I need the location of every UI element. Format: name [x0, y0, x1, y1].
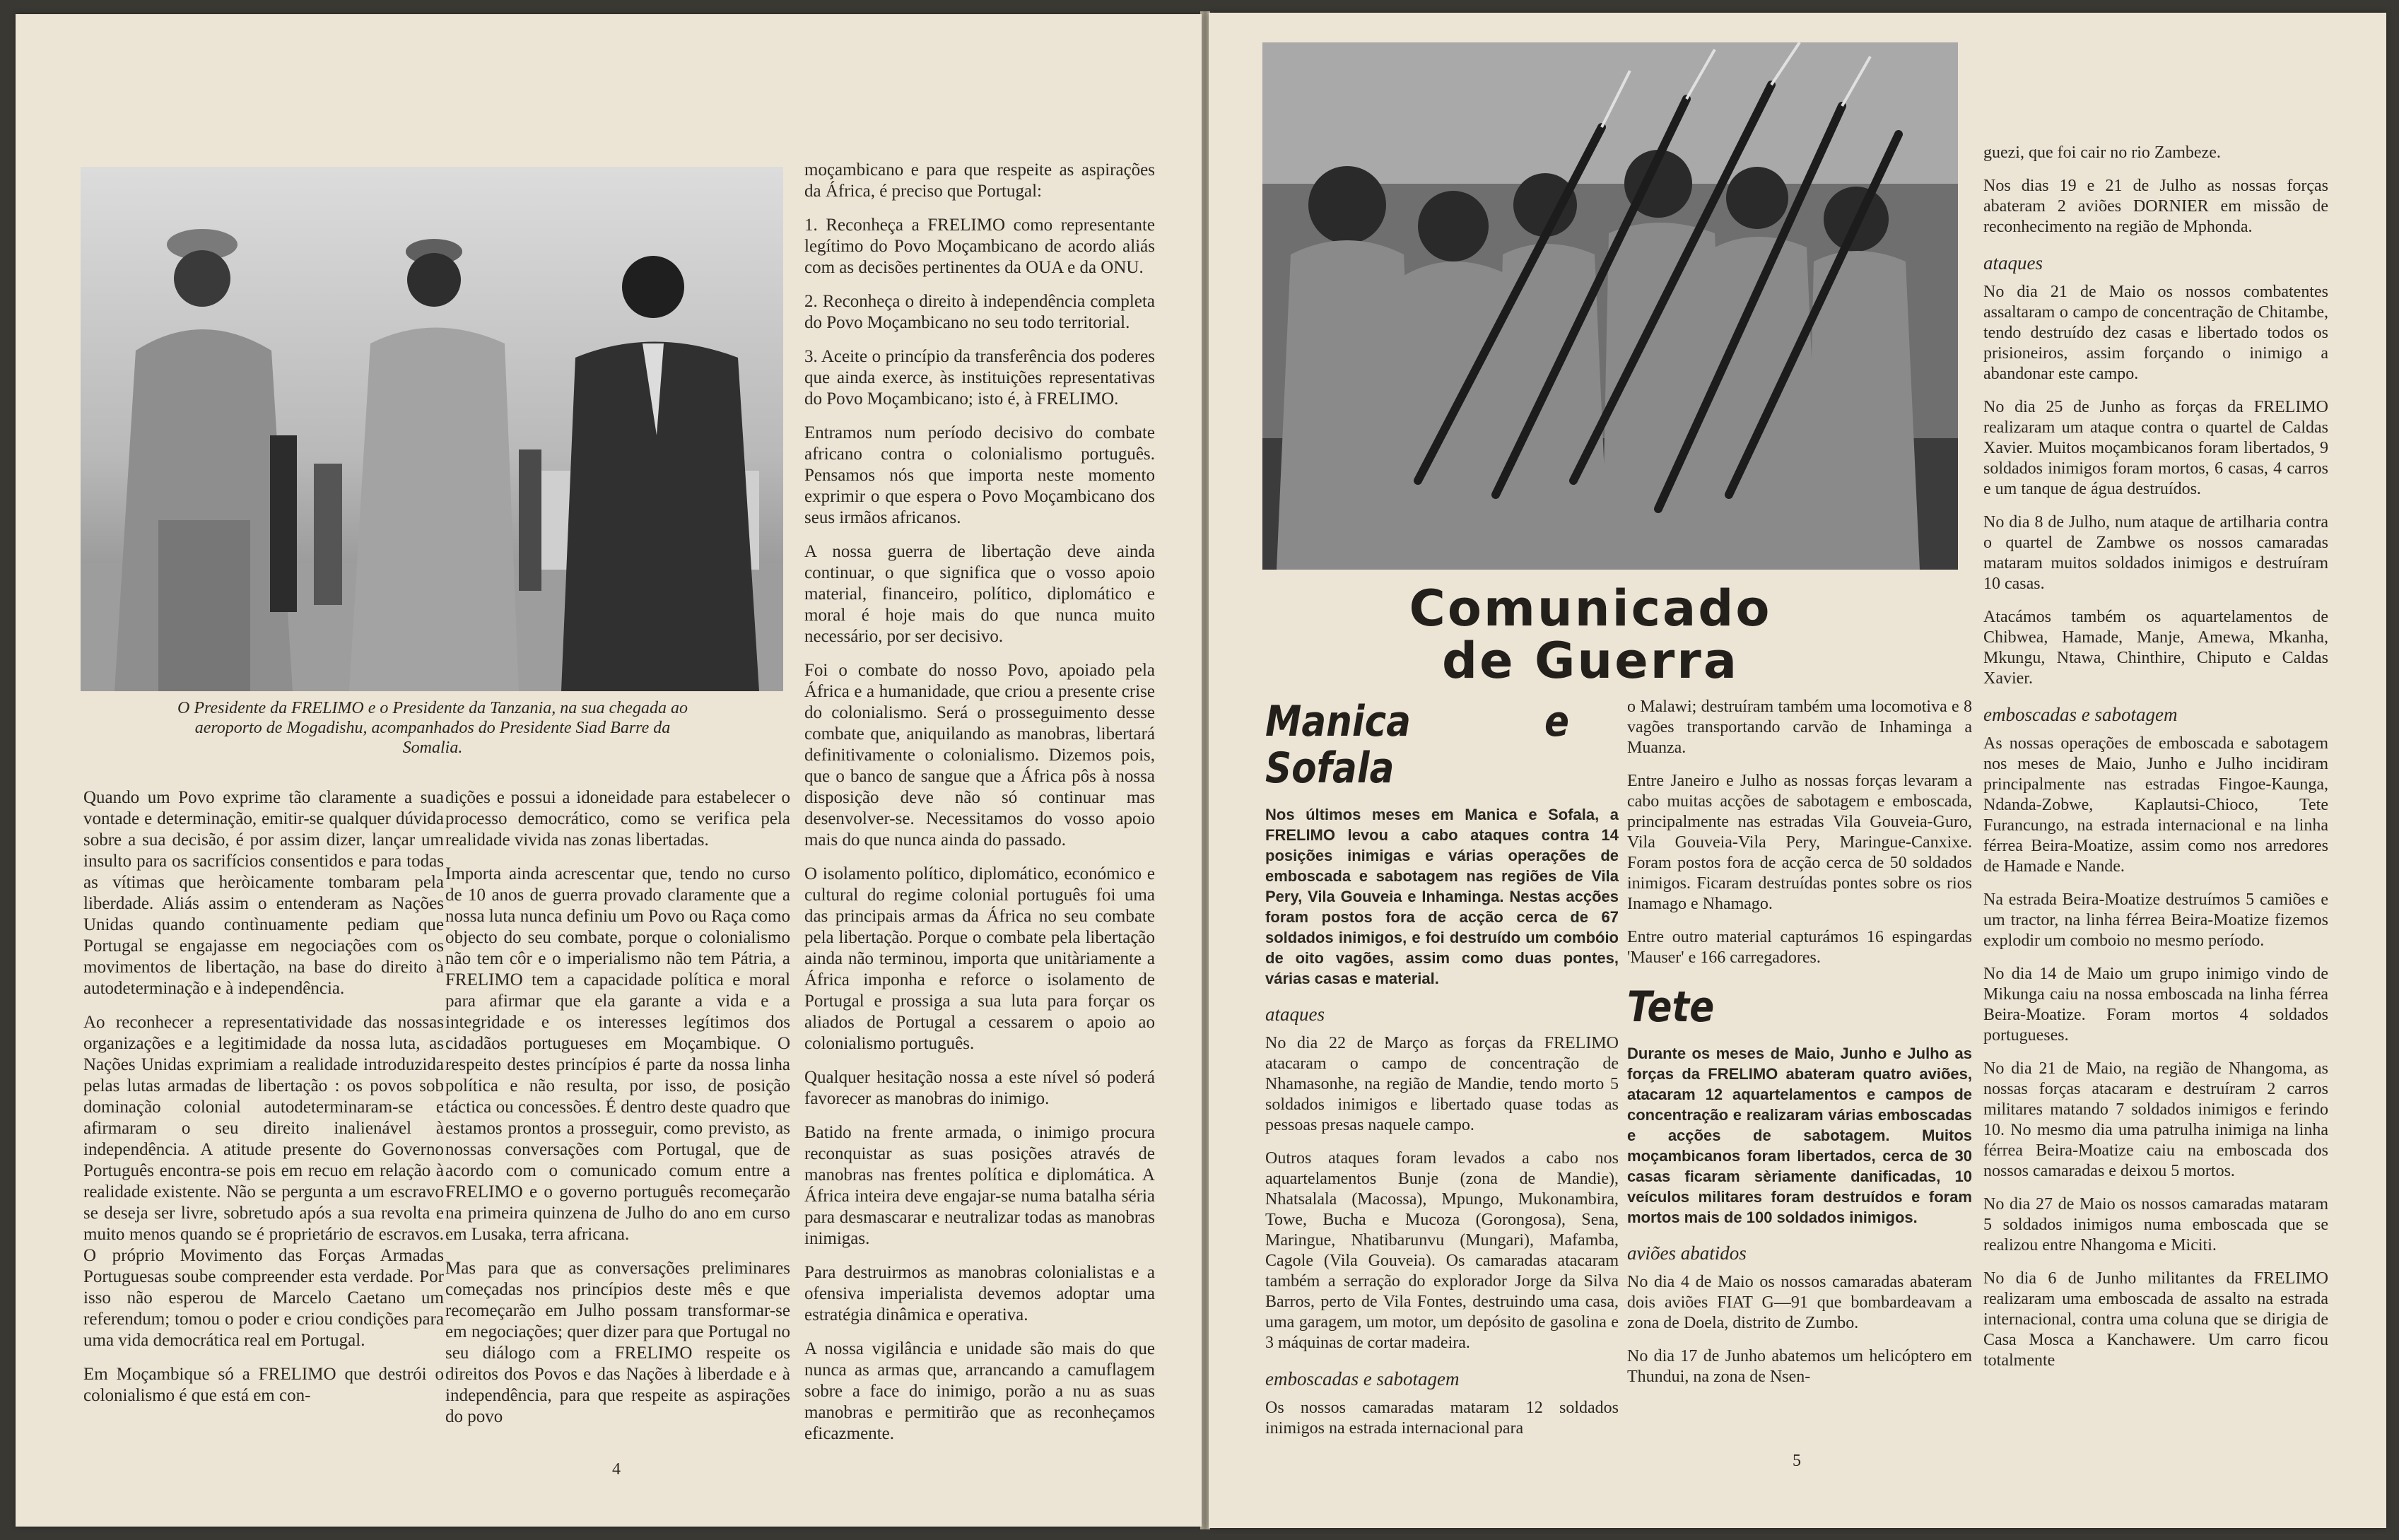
paragraph: 1. Reconheça a FRELIMO como representante legítimo do Povo Moçambicano de acordo aliás com as decisões pertinentes da OUA e da ONU. [804, 216, 1155, 277]
page-number: 4 [612, 1460, 621, 1479]
left-page [16, 14, 1202, 1527]
paragraph: 2. Reconheça o direito à independência completa do Povo Moçambicano no seu todo territorial. [804, 292, 1155, 332]
right-column-2 [1627, 697, 1972, 1400]
paragraph: A nossa guerra de libertação deve ainda continuar, o que significa que o vosso apoio material, financeiro, político, diplomático e moral é hoje mais do que nunca muito necessário, por ser decisivo. [804, 542, 1155, 646]
paragraph: Qualquer hesitação nossa a este nível só poderá favorecer as manobras do inimigo. [804, 1068, 1155, 1108]
right-page [1209, 13, 2386, 1528]
paragraph: Entramos num período decisivo do combate africano contra o colonialismo português. Pensamos nós que importa neste momento exprimir o que espera o Povo Moçambicano dos seus irmãos africanos. [804, 423, 1155, 527]
paragraph: Outros ataques foram levados a cabo nos aquartelamentos Bunje (zona de Mandie), Nhatsalala (Macossa), Mpungo, Mukonambira, Towe, Bucha e Mucoza (Gorongosa), Sena, Maringue, Nhatibarunvu (Mungari), Mafamba, Cagole (Vila Gouveia). Os camaradas atacaram também a serração do explorador Jorge da Silva Barros, perto de Vila Fontes, destruindo uma casa, uma garagem, um motor, um depósito de gasolina e 3 máquinas de cortar madeira. [1265, 1149, 1619, 1352]
fighters-photo [1262, 42, 1958, 570]
paragraph: No dia 22 de Março as forças da FRELIMO atacaram o campo de concentração de Nhamasonhe, na região de Mandie, tendo morto 5 soldados inimigos e libertado quase todas as pessoas presas naquele campo. [1265, 1034, 1619, 1134]
section-heading-tete: Tete [1627, 982, 1715, 1032]
paragraph: No dia 14 de Maio um grupo inimigo vindo de Mikunga caiu na nossa emboscada na linha férrea Beira-Moatize. Foram mortos 4 soldados portugueses. [1983, 965, 2328, 1045]
paragraph: Quando um Povo exprime tão claramente a sua vontade e determinação, emitir-se qualquer dúvida sobre a sua decisão, é por assim dizer, lançar um insulto para os sacrifícios consentidos e para todas as vítimas que heròicamente tombaram pela liberdade. Aliás assim o entenderam as Nações Unidas quando contìnuamente pediam que Portugal se engajasse em negociações com os movimentos de libertação, na base do direito à autodeterminação e à independência. [83, 788, 444, 998]
title-line-1: Comunicado [1409, 580, 1772, 637]
paragraph: Entre Janeiro e Julho as nossas forças levaram a cabo muitas acções de sabotagem e emboscada, principalmente nas estradas Vila Gouveia-Guro, Vila Gouveia-Vila Pery, Maringue-Canxixe. Foram postos fora de acção cerca de 50 soldados inimigos. Ficaram destruídas pontes sobre os rios Inamago e Nhamago. [1627, 772, 1972, 913]
paragraph: No dia 17 de Junho abatemos um helicóptero em Thundui, na zona de Nsen- [1627, 1347, 1972, 1386]
paragraph: Em Moçambique só a FRELIMO que destrói o colonialismo é que está em con- [83, 1365, 444, 1405]
left-column-2 [445, 787, 790, 1440]
paragraph: Atacámos também os aquartelamentos de Chibwea, Hamade, Manje, Amewa, Mkanha, Mkungu, Ntawa, Chinthire, Chiputo e Caldas Xavier. [1983, 608, 2328, 688]
paragraph: guezi, que foi cair no rio Zambeze. [1983, 143, 2221, 162]
paragraph: 3. Aceite o princípio da transferência dos poderes que ainda exerce, às instituições representativas do Povo Moçambicano; isto é, à FRELIMO. [804, 347, 1155, 408]
paragraph: Na estrada Beira-Moatize destruímos 5 camiões e um tractor, na linha férrea Beira-Moatize fizemos explodir um comboio no mesmo período. [1983, 891, 2328, 950]
presidents-photo [81, 167, 783, 691]
right-column-3 [1983, 143, 2328, 1384]
paragraph: Foi o combate do nosso Povo, apoiado pela África e a humanidade, que criou a presente crise do colonialismo. Será o prosseguimento desse combate que, aniquilando as manobras, libertará definitivamente o colonialismo. Dizemos pois, que o banco de sangue que a África pôs à nossa disposição deve não só continuar mas desenvolver-se. Necessitamos do vosso apoio mais do que nunca ainda do passado. [804, 661, 1155, 850]
paragraph: Os nossos camaradas mataram 12 soldados inimigos na estrada internacional para [1265, 1399, 1619, 1438]
subheading-ataques: ataques [1265, 1004, 1325, 1025]
paragraph: Batido na frente armada, o inimigo procura reconquistar as suas posições através de manobras nas frentes política e diplomática. A África inteira deve engajar-se numa batalha séria para desmascarar e neutralizar todas as manobras inimigas. [804, 1123, 1155, 1248]
paragraph: No dia 4 de Maio os nossos camaradas abateram dois aviões FIAT G—91 que bombardeavam a zona de Doela, distrito de Zumbo. [1627, 1273, 1972, 1332]
paragraph: Importa ainda acrescentar que, tendo no curso de 10 anos de guerra provado claramente que a nossa luta nunca definiu um Povo ou Raça como objecto do seu combate, porque o colonialismo não tem côr e o imperialismo não tem Pátria, a FRELIMO tem a capacidade política e moral para afirmar que ela garante a vida e a integridade e os interesses legítimos dos cidadãos portugueses em Moçambique. O respeito destes princípios é parte da nossa linha política e não resulta, por isso, de posição táctica ou concessões. É dentro deste quadro que estamos prontos a prosseguir, como previsto, as nossas conversações com Portugal, que de acordo com o comunicado comum entre a FRELIMO e o governo português recomeçarão na primeira quinzena de Julho do ano em curso em Lusaka, terra africana. [445, 864, 790, 1244]
left-column-1 [83, 787, 444, 1419]
paragraph: O isolamento político, diplomático, económico e cultural do regime colonial português foi uma das principais armas da África no seu combate pela libertação. Porque o combate pela libertação ainda não terminou, importa que unitàriamente a África imponha e reforce o isolamento de Portugal e prossiga a sua luta para forçar os aliados de Portugal a cessarem o apoio ao colonialismo português. [804, 864, 1155, 1053]
paragraph: No dia 21 de Maio, na região de Nhangoma, as nossas forças atacaram e destruíram 2 carros militares matando 7 soldados inimigos e ferindo 10. No mesmo dia uma patrulha inimiga na linha férrea Beira-Moatize caiu na emboscada dos nossos camaradas e deixou 5 mortos. [1983, 1059, 2328, 1180]
paragraph: As nossas operações de emboscada e sabotagem nos meses de Maio, Junho e Julho incidiram principalmente nas estradas Fingoe-Kaunga, Ndanda-Zobwe, Kaplautsi-Chioco, Tete Furancungo, na estrada internacional e na linha férrea Beira-Moatize, assim como nos arredores de Hamade e Nande. [1983, 734, 2328, 876]
paragraph: Ao reconhecer a representatividade das nossas organizações e a legitimidade da nossa luta, as Nações Unidas exprimiam a realidade introduzida pelas lutas armadas de libertação : os povos sob dominação colonial autodeterminaram-se e afirmaram o seu direito inalienável à independência. A atitude presente do Governo Português encontra-se pois em recuo em relação à realidade existente. Não se pergunta a um escravo se deseja ser livre, sobretudo após a sua revolta e muito menos quando se é proprietário de escravos. O próprio Movimento das Forças Armadas Portuguesas soube compreender esta verdade. Por isso não esperou de Marcelo Caetano um referendum; tomou o poder e criou condições para uma vida democrática real em Portugal. [83, 1013, 444, 1350]
paragraph: dições e possui a idoneidade para estabelecer o processo democrático, como se verifica pela realidade vivida nas zonas libertadas. [445, 788, 790, 850]
section-intro-tete: Durante os meses de Maio, Junho e Julho as forças da FRELIMO abateram quatro aviões, atacaram 12 aquartelamentos e campos de concentração e realizaram várias emboscadas e acções de sabotagem. Muitos moçambicanos foram libertados, cerca de 30 casas ficaram sèriamente danificadas, 10 veículos militares foram destruídos e foram mortos mais de 100 soldados inimigos. [1627, 1045, 1972, 1226]
paragraph: No dia 6 de Junho militantes da FRELIMO realizaram uma emboscada de assalto na estrada internacional, contra uma coluna que se dirigia de Casa Mosca a Kanchawere. Um carro ficou totalmente [1983, 1269, 2328, 1370]
subheading-avioes: aviões abatidos [1627, 1242, 1747, 1264]
paragraph: Para destruirmos as manobras colonialistas e a ofensiva imperialista devemos adoptar uma estratégia dinâmica e operativa. [804, 1263, 1155, 1324]
subheading-emboscadas: emboscadas e sabotagem [1265, 1368, 1460, 1389]
section-intro-manica: Nos últimos meses em Manica e Sofala, a FRELIMO levou a cabo ataques contra 14 posições inimigas e várias operações de emboscada e sabotagem nas regiões de Vila Pery, Vila Gouveia e Inhaminga. Nestas acções foram postos fora de acção cerca de 67 soldados inimigos, e foi destruído um combóio de oito vagões, assim como duas pontes, várias casas e material. [1265, 806, 1619, 987]
presidents-photo-image [81, 167, 783, 691]
paragraph: A nossa vigilância e unidade são mais do que nunca as armas que, arrancando a camuflagem sobre a face do inimigo, porão a nu as suas manobras e permitirão que as reconheçamos eficazmente. [804, 1339, 1155, 1443]
photo-caption: O Presidente da FRELIMO e o Presidente da Tanzania, na sua chegada ao aeroporto de Mogadishu, acompanhados do Presidente Siad Barre da Somalia. [177, 699, 688, 757]
paragraph: Entre outro material capturámos 16 espingardas 'Mauser' e 166 carregadores. [1627, 928, 1972, 967]
section-heading-manica: Manica e Sofala [1265, 697, 1569, 793]
paragraph: No dia 27 de Maio os nossos camaradas mataram 5 soldados inimigos numa emboscada que se realizou entre Nhangoma e Miciti. [1983, 1195, 2328, 1254]
paragraph: Mas para que as conversações preliminares começadas nos princípios deste mês e que recomeçarão em Julho possam transformar-se em negociações; quer dizer para que Portugal no seu diálogo com a FRELIMO respeite os direitos dos Povos e das Nações à liberdade e à independência, para que respeite as aspirações do povo [445, 1259, 790, 1426]
paragraph: o Malawi; destruíram também uma locomotiva e 8 vagões transportando carvão de Inhaminga a Muanza. [1627, 698, 1972, 757]
paragraph: moçambicano e para que respeite as aspirações da África, é preciso que Portugal: [804, 160, 1155, 201]
paragraph: No dia 21 de Maio os nossos combatentes assaltaram o campo de concentração de Chitambe, tendo destruído dez casas e libertado todos os prisioneiros, assim forçando o inimigo a abandonar este campo. [1983, 283, 2328, 383]
paragraph: No dia 8 de Julho, num ataque de artilharia contra o quartel de Zambwe os nossos camaradas mataram muitos soldados inimigos e destruíram 10 casas. [1983, 513, 2328, 593]
fighters-photo-image [1262, 42, 1958, 570]
paragraph: Nos dias 19 e 21 de Julho as nossas forças abateram 2 aviões DORNIER em missão de reconhecimento na região de Mphonda. [1983, 177, 2328, 236]
subheading-emboscadas-tete: emboscadas e sabotagem [1983, 704, 2178, 725]
left-column-3 [804, 160, 1155, 1457]
right-column-1 [1265, 698, 1619, 1452]
page-number: 5 [1793, 1452, 1801, 1470]
title-line-2: de Guerra [1442, 632, 1739, 690]
subheading-ataques-tete: ataques [1983, 252, 2043, 274]
paragraph: No dia 25 de Junho as forças da FRELIMO realizaram um ataque contra o quartel de Caldas Xavier. Muitos moçambicanos foram libertados, 9 soldados inimigos foram mortos, 6 casas, 4 carros e um tanque de água destruídos. [1983, 398, 2328, 498]
